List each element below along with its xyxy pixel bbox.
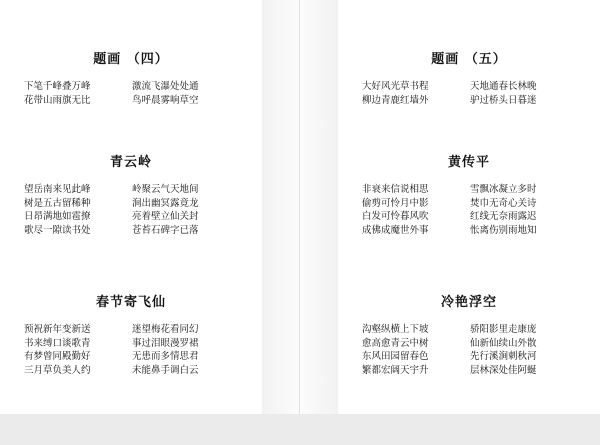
poem-column-right xyxy=(470,80,537,107)
poem-column-left xyxy=(24,80,91,107)
poem-column-right xyxy=(132,183,199,237)
poem-line: 愈高愈青云中树 xyxy=(362,337,429,349)
poem-line: 树是五古留稀种 xyxy=(24,197,91,209)
page-fold-line xyxy=(299,0,300,414)
poem-line: 天地通春长林晚 xyxy=(470,81,537,92)
poem-line: 非衰来信说相思 xyxy=(362,184,429,195)
poem-line: 繁都宏阔天宇升 xyxy=(362,364,429,376)
poem-line: 激流飞瀑处处通 xyxy=(132,81,199,92)
poem-column-left xyxy=(362,183,429,237)
poem-line: 有梦曾同殿勤好 xyxy=(24,351,91,362)
poem-column-right xyxy=(132,323,199,377)
poem-title: 题画 （四） xyxy=(93,52,169,67)
poem-line: 望岳南来见此峰 xyxy=(24,184,91,195)
poem-column-left xyxy=(24,323,91,377)
poem-line: 预祝新年变新送 xyxy=(24,324,91,335)
poem-line: 亮着壁立仙关封 xyxy=(132,211,199,222)
poem-line: 怅离伤别雨地知 xyxy=(470,224,537,236)
poem-column-left xyxy=(24,183,91,237)
poem-line: 仙新仙续山外散 xyxy=(470,337,537,349)
poem-column-right xyxy=(132,80,199,107)
poem-title: 春节寄飞仙 xyxy=(95,295,166,310)
poem-line: 未能鼻手调白云 xyxy=(132,364,199,376)
poem-line: 苍苔石碑字已落 xyxy=(132,224,199,236)
poem-line: 日昂满地如雹撩 xyxy=(24,211,91,222)
poem-line: 事过泪眼漫罗裙 xyxy=(132,337,199,349)
poem-line: 层林深处佳阿蜒 xyxy=(470,364,537,376)
poem-line: 花带山雨旗无比 xyxy=(24,94,91,106)
left-page xyxy=(0,0,262,414)
poem-line: 偷剪可怜月中影 xyxy=(362,197,429,209)
poem-line: 沟壑纵横上下坡 xyxy=(362,324,429,335)
poem-column-right xyxy=(470,323,537,377)
poem-line: 东风田园留春色 xyxy=(362,351,429,362)
poem-line: 白发可怜暮风吹 xyxy=(362,211,429,222)
poem-title: 青云岭 xyxy=(109,155,152,170)
book-gutter xyxy=(262,0,338,414)
poem-line: 成佛成魔世外事 xyxy=(362,224,429,236)
poem-line: 大好风光草书程 xyxy=(362,81,429,92)
poem-line: 先行溪涧刺秋河 xyxy=(470,351,537,362)
poem-column-right xyxy=(470,183,537,237)
poem-column-left xyxy=(362,80,429,107)
right-page xyxy=(338,0,600,414)
viewer-background-strip xyxy=(0,414,600,445)
poem-line: 驴过桥头日暮迷 xyxy=(470,94,537,106)
poem-line: 三月草负美人约 xyxy=(24,364,91,376)
poem-column-left xyxy=(362,323,429,377)
poem-line: 迷望梅花看同幻 xyxy=(132,324,199,335)
poem-line: 柳边青鹿红墙外 xyxy=(362,94,429,106)
poem-title: 冷艳浮空 xyxy=(440,295,497,310)
poem-line: 涧出幽冥露竟龙 xyxy=(132,197,199,209)
poem-line: 岭聚云气天地间 xyxy=(132,184,199,195)
poem-line: 骄阳影里走康庞 xyxy=(470,324,537,335)
poem-line: 歌尽一隙读书处 xyxy=(24,224,91,236)
poem-line: 鸟呼晨雾响草空 xyxy=(132,94,199,106)
poem-line: 焚巾无奇心关诗 xyxy=(470,197,537,209)
poem-title: 黄传平 xyxy=(447,155,490,170)
poem-line: 雪飘冰凝立多时 xyxy=(470,184,537,195)
poem-title: 题画 （五） xyxy=(431,52,507,67)
poem-line: 书来缚口谈歌青 xyxy=(24,337,91,349)
poem-line: 红线无奈雨露迟 xyxy=(470,211,537,222)
poem-line: 下笔千峰叠万峰 xyxy=(24,81,91,92)
poem-line: 无患而多情思君 xyxy=(132,351,199,362)
